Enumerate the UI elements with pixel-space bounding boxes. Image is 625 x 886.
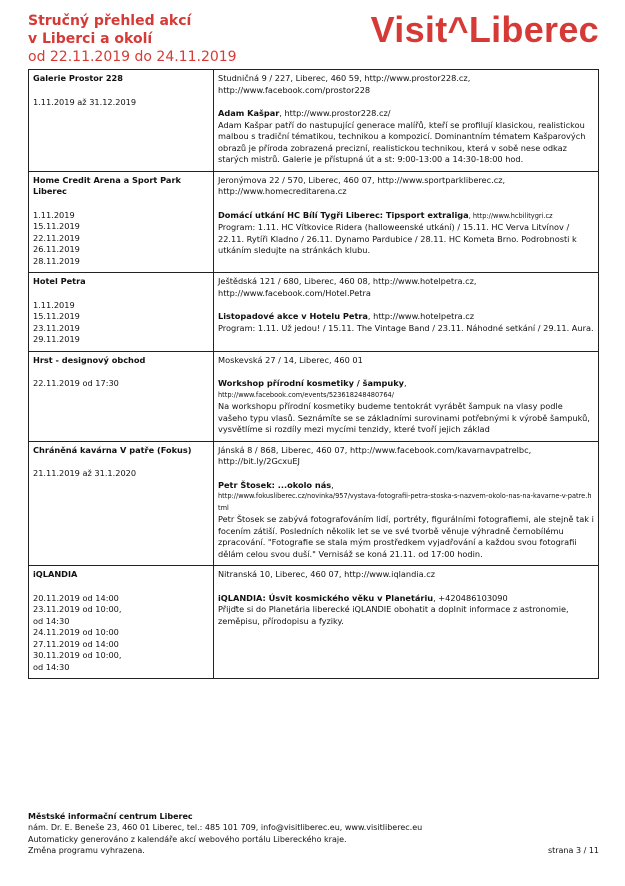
event-title: iQLANDIA: Úsvit kosmického věku v Planetáriu xyxy=(218,592,434,603)
venue-cell xyxy=(29,273,214,352)
event-date: 28.11.2019 xyxy=(33,255,80,266)
venue-name: Galerie Prostor 228 xyxy=(33,73,123,83)
event-cell xyxy=(214,70,599,172)
event-dates xyxy=(33,468,209,480)
event-url: http://www.facebook.com/events/523618248480764/ xyxy=(218,390,394,399)
footer-address: nám. Dr. E. Beneše 23, 460 01 Liberec, tel.: 485 101 709, info@visitliberec.eu, www.visitliberec.eu xyxy=(28,823,423,833)
event-info xyxy=(218,378,594,436)
venue-name: Hrst - designový obchod xyxy=(33,354,146,365)
event-date: 1.11.2019 xyxy=(33,299,75,310)
event-dates xyxy=(33,300,209,346)
address-line: Ještědská 121 / 680, Liberec, 460 08, http://www.hotelpetra.cz, xyxy=(218,276,477,286)
document-title xyxy=(28,12,348,66)
event-url: http://www.fokusliberec.cz/novinka/957/vystava-fotografii-petra-stoska-s-nazvem-okolo-nas-na-kavarne-v-patre.html xyxy=(218,492,592,512)
event-date: 15.11.2019 xyxy=(33,221,80,231)
venue-cell xyxy=(29,70,214,172)
event-dates xyxy=(33,97,209,109)
event-heading xyxy=(218,593,594,605)
event-heading xyxy=(218,210,594,223)
event-description: Program: 1.11. Už jedou! / 15.11. The Vintage Band / 23.11. Náhodné setkání / 29.11. Aura. xyxy=(218,322,594,333)
address-line: Studničná 9 / 227, Liberec, 460 59, http://www.prostor228.cz, xyxy=(218,73,471,83)
venue-address xyxy=(218,175,594,198)
footer xyxy=(28,811,599,856)
event-link-suffix: , http://www.hotelpetra.cz xyxy=(367,311,475,321)
event-row xyxy=(29,273,599,352)
venue-name: Home Credit Arena a Sport Park Liberec xyxy=(33,174,181,196)
event-date: od 14:30 xyxy=(33,661,70,672)
event-cell xyxy=(214,171,599,273)
venue-cell xyxy=(29,171,214,273)
event-date: 22.11.2019 od 17:30 xyxy=(33,378,119,388)
event-info xyxy=(218,311,594,334)
page-number: strana 3 / 11 xyxy=(547,846,599,855)
event-title: Adam Kašpar xyxy=(218,108,280,118)
title-line-1: Stručný přehled akcí xyxy=(28,13,192,29)
date-range: od 22.11.2019 do 24.11.2019 xyxy=(28,49,237,65)
event-title: Domácí utkání HC Bílí Tygři Liberec: Tipsport extraliga xyxy=(218,209,469,220)
event-date: 1.11.2019 až 31.12.2019 xyxy=(33,96,137,107)
event-title: Listopadové akce v Hotelu Petra xyxy=(218,311,368,321)
address-line: http://www.homecreditarena.cz xyxy=(218,186,347,196)
event-date: 26.11.2019 xyxy=(33,244,80,254)
event-dates xyxy=(33,378,209,390)
event-date: 23.11.2019 xyxy=(33,322,80,333)
events-table xyxy=(28,69,599,679)
venue-address xyxy=(218,355,594,367)
event-date: 20.11.2019 od 14:00 xyxy=(33,592,119,603)
visit-liberec-logo: Visit^Liberec xyxy=(370,9,599,50)
event-heading xyxy=(218,378,594,390)
event-heading xyxy=(218,311,594,323)
event-heading xyxy=(218,480,594,492)
address-line: Moskevská 27 / 14, Liberec, 460 01 xyxy=(218,354,363,365)
venue-name: Hotel Petra xyxy=(33,276,86,286)
event-cell xyxy=(214,441,599,566)
event-row xyxy=(29,171,599,273)
event-description: Na workshopu přírodní kosmetiky budeme tentokrát vyrábět šampuk na vlasy podle vašeho typu vlasů. Seznámíte se se základními surovinami potřebnými k výrobě šampuků, vysvětlíme si rozdíly mezi mycími tenzidy, které tvoří jejich základ xyxy=(218,401,590,434)
title-line-2: v Liberci a okolí xyxy=(28,31,153,47)
event-date: 24.11.2019 od 10:00 xyxy=(33,627,119,637)
venue-address xyxy=(218,569,594,581)
event-date: 15.11.2019 xyxy=(33,311,80,321)
venue-cell xyxy=(29,351,214,441)
event-link-suffix: , http://www.hcbilitygri.cz xyxy=(468,211,553,220)
address-line: http://bit.ly/2GcxuEJ xyxy=(218,456,300,466)
event-description: Petr Štosek se zabývá fotografováním lidí, portréty, figurálními fotografiemi, ale stejně tak i focením zátiší. Posledních několik let se ve své tvorbě věnuje výhradně černobílému zpracování. "Fotografie se stala mým prostředkem vyjadřování a každou svou fotografii dělám celou svou duší." Vernisáž se koná 21.11. od 17:00 hodin. xyxy=(218,514,594,559)
event-row xyxy=(29,351,599,441)
address-line: http://www.facebook.com/Hotel.Petra xyxy=(218,287,371,298)
event-title: Petr Štosek: ...okolo nás xyxy=(218,479,332,490)
event-link-suffix: , http://www.prostor228.cz/ xyxy=(279,108,391,118)
venue-address xyxy=(218,276,594,299)
event-date: 23.11.2019 od 10:00, xyxy=(33,604,122,614)
event-row xyxy=(29,441,599,566)
address-line: Jeronýmova 22 / 570, Liberec, 460 07, http://www.sportparkliberec.cz, xyxy=(218,174,506,185)
event-dates xyxy=(33,593,209,674)
event-info xyxy=(218,210,594,257)
event-dates xyxy=(33,210,209,268)
event-cell xyxy=(214,273,599,352)
venue-address xyxy=(218,445,594,468)
event-heading xyxy=(218,108,594,120)
event-row xyxy=(29,566,599,679)
footer-note-changes: Změna programu vyhrazena. xyxy=(28,845,145,855)
event-cell xyxy=(214,351,599,441)
address-line: http://www.facebook.com/prostor228 xyxy=(218,84,371,95)
venue-name: Chráněná kavárna V patře (Fokus) xyxy=(33,444,192,455)
event-info xyxy=(218,108,594,166)
event-link-suffix: , +420486103090 xyxy=(433,592,508,603)
event-description: Přijďte si do Planetária liberecké iQLANDIE obohatit a doplnit informace z astronomie, zeměpisu, přírodopisu a fyziky. xyxy=(218,604,569,626)
event-info xyxy=(218,480,594,561)
venue-cell xyxy=(29,441,214,566)
address-line: Jánská 8 / 868, Liberec, 460 07, http://www.facebook.com/kavarnavpatrelbc, xyxy=(218,444,532,455)
event-date: od 14:30 xyxy=(33,615,70,626)
venue-address xyxy=(218,73,594,96)
footer-note-generated: Automaticky generováno z kalendáře akcí webového portálu Libereckého kraje. xyxy=(28,834,347,844)
event-date: 27.11.2019 od 14:00 xyxy=(33,638,119,649)
event-description: Adam Kašpar patří do nastupující generace malířů, kteří se profilují klasickou, realistickou malbou s tradiční tématikou, technikou a kompozicí. Dominantním tématem Kašparových obrazů je příroda zobrazená precizní, realistickou technikou, která v sobě nese odkaz starých mistrů. Galerie je přístupná út a st: 9:00-13:00 a 14:30-18:00 hod. xyxy=(218,119,586,164)
event-info xyxy=(218,593,594,628)
event-link-suffix: , xyxy=(331,479,334,490)
event-link-suffix: , xyxy=(404,378,407,388)
event-date: 30.11.2019 od 10:00, xyxy=(33,650,122,660)
event-date: 1.11.2019 xyxy=(33,209,75,220)
event-date: 29.11.2019 xyxy=(33,334,80,344)
venue-name: iQLANDIA xyxy=(33,569,78,579)
event-title: Workshop přírodní kosmetiky / šampuky xyxy=(218,378,405,388)
address-line: Nitranská 10, Liberec, 460 07, http://www.iqlandia.cz xyxy=(218,569,436,579)
footer-org: Městské informační centrum Liberec xyxy=(28,812,193,821)
event-cell xyxy=(214,566,599,679)
event-row xyxy=(29,70,599,172)
venue-cell xyxy=(29,566,214,679)
event-date: 22.11.2019 xyxy=(33,232,80,243)
event-date: 21.11.2019 až 31.1.2020 xyxy=(33,468,137,478)
event-description: Program: 1.11. HC Vítkovice Ridera (halloweenské utkání) / 15.11. HC Verva Litvínov / 22.11. Rytíři Kladno / 26.11. Dynamo Pardubice / 28.11. HC Kometa Brno. Podrobnosti k utkáním sledujte na stránkách klubu. xyxy=(218,222,577,255)
